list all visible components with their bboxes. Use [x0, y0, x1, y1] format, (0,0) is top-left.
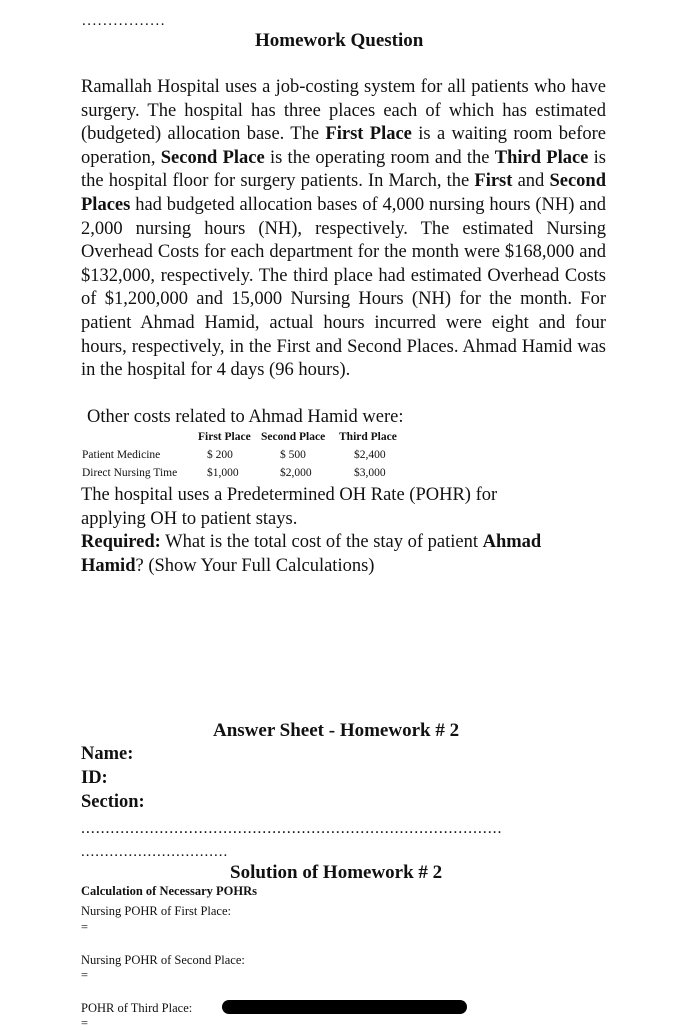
pohr-calc-subtitle: Calculation of Necessary POHRs [81, 884, 258, 898]
required-name-2: Hamid [81, 556, 136, 576]
para-text-3: is the operating room and the [264, 147, 495, 168]
cell-nursing-third: $3,000 [354, 467, 386, 479]
col-header-first-place: First Place [198, 431, 251, 443]
name-label: Name: [81, 744, 134, 764]
para-bold-second-places: Second Places [81, 171, 607, 215]
required-name-1: Ahmad [482, 532, 542, 552]
solution-title: Solution of Homework # 2 [230, 862, 443, 883]
para-bold-first: First [474, 171, 513, 192]
section-label: Section: [81, 792, 145, 812]
cell-nursing-first: $1,000 [207, 467, 239, 479]
para-bold-second-place: Second Place [160, 147, 265, 168]
required-line-2 [81, 556, 374, 577]
cell-medicine-second: $ 500 [280, 449, 306, 461]
row-label-direct-nursing: Direct Nursing Time [82, 467, 178, 479]
long-dotted-line: ...................................................................................... [81, 820, 503, 837]
col-header-third-place: Third Place [339, 431, 397, 443]
id-label: ID: [81, 768, 108, 788]
para-bold-first-place: First Place [325, 124, 412, 145]
cell-nursing-second: $2,000 [280, 467, 312, 479]
required-tail: ? (Show Your Full Calculations) [135, 556, 375, 576]
second-place-equals: = [81, 968, 89, 982]
third-place-equals: = [81, 1016, 89, 1030]
para-text-2: is a waiting room before operation, [81, 124, 606, 168]
pohr-line-2: applying OH to patient stays. [81, 509, 298, 529]
col-header-second-place: Second Place [261, 431, 326, 443]
para-text-4: is the hospital floor for surgery patients. In March, the [81, 147, 606, 192]
second-place-pohr-label: Nursing POHR of Second Place: [81, 953, 245, 967]
first-place-equals: = [81, 920, 89, 934]
para-bold-third-place: Third Place [494, 147, 589, 168]
first-place-pohr-label: Nursing POHR of First Place: [81, 904, 231, 918]
para-text-5: and [512, 171, 550, 192]
short-dotted-line: ............................... [81, 844, 229, 860]
required-line-1 [81, 532, 541, 553]
page-title: Homework Question [255, 30, 424, 51]
other-costs-line: Other costs related to Ahmad Hamid were: [87, 407, 404, 427]
redaction-bar [222, 1000, 467, 1014]
pohr-line-1: The hospital uses a Predetermined OH Rate (POHR) for [81, 485, 498, 505]
required-label: Required: [81, 532, 161, 552]
top-dotted-line: ................ [82, 13, 166, 29]
para-text-6: had budgeted allocation bases of 4,000 nursing hours (NH) and 2,000 nursing hours (NH), respectively. The estimated Nursing Overhead Costs for each department for the month were $168,000 and $132,000, respectively. The third place had estimated Overhead Costs of $1,200,000 and 15,000 Nursing Hours (NH) for the month. For patient Ahmad Hamid, actual hours incurred were eight and four hours, respectively, in the First and Second Places. Ahmad Hamid was in the hospital for 4 days (96 hours). [81, 194, 606, 381]
para-text-1: Ramallah Hospital uses a job-costing system for all patients who have surgery. The hospital has three places each of which has estimated (budgeted) allocation base. The [81, 77, 606, 145]
row-label-patient-medicine: Patient Medicine [82, 449, 161, 461]
answer-sheet-title: Answer Sheet - Homework # 2 [213, 720, 460, 741]
question-paragraph [81, 76, 606, 383]
cell-medicine-third: $2,400 [354, 449, 386, 461]
third-place-pohr-label: POHR of Third Place: [81, 1001, 193, 1015]
cell-medicine-first: $ 200 [207, 449, 233, 461]
required-text: What is the total cost of the stay of patient [160, 532, 483, 552]
